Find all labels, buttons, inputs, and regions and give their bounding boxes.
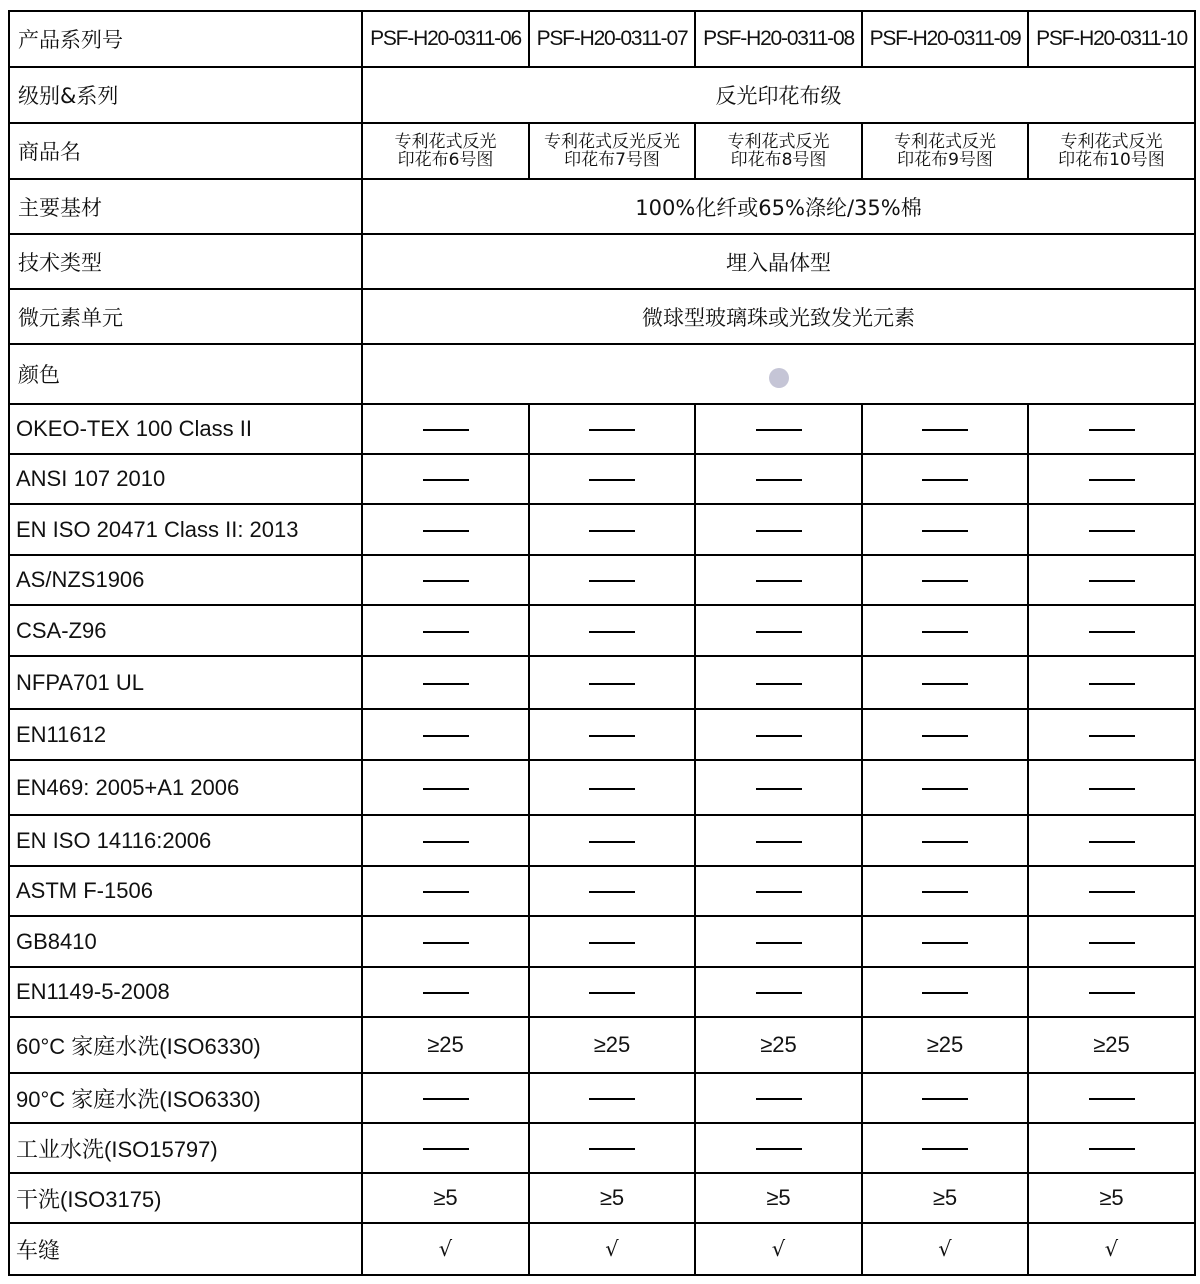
standard-value-cell: [1028, 454, 1195, 504]
product-name-line: 印花布10号图: [1058, 150, 1165, 170]
wash-cycle-value: ≥25: [760, 1032, 797, 1057]
standard-value-cell: [695, 815, 862, 866]
wash-test-value-cell: [1028, 1017, 1195, 1073]
standard-value-cell: [362, 454, 529, 504]
wash-cycle-value: ≥5: [1099, 1185, 1124, 1210]
standard-value-cell: [529, 504, 695, 555]
row-micro-unit: [9, 289, 1195, 344]
standard-row: [9, 555, 1195, 605]
wash-test-row: [9, 1123, 1195, 1173]
not-applicable-dash: [756, 735, 802, 737]
series-code-label: 产品系列号: [9, 11, 362, 67]
product-name-line: 专利花式反光反光: [544, 132, 680, 152]
wash-test-value-cell: [529, 1017, 695, 1073]
spec-table-body: [9, 11, 1195, 404]
wash-test-value-cell: [695, 1173, 862, 1223]
wash-test-value-cell: [1028, 1123, 1195, 1173]
standard-row: [9, 967, 1195, 1017]
not-applicable-dash: [1089, 735, 1135, 737]
not-applicable-dash: [1089, 479, 1135, 481]
product-name-line: 专利花式反光: [894, 132, 996, 152]
check-mark: √: [605, 1237, 619, 1261]
grade-label: 级别&系列: [9, 67, 362, 123]
series-code-cell: PSF-H20-0311-06: [362, 11, 529, 67]
micro-unit-value: 微球型玻璃珠或光致发光元素: [362, 289, 1195, 344]
wash-test-label: 工业水洗(ISO15797): [9, 1123, 362, 1173]
product-name-cell: [362, 123, 529, 179]
wash-test-value-cell: [695, 1223, 862, 1275]
standard-value-cell: [862, 404, 1028, 454]
not-applicable-dash: [423, 479, 469, 481]
not-applicable-dash: [756, 479, 802, 481]
not-applicable-dash: [756, 992, 802, 994]
standard-value-cell: [695, 404, 862, 454]
not-applicable-dash: [589, 530, 635, 532]
wash-test-value-cell: [362, 1223, 529, 1275]
color-swatch: [769, 368, 789, 388]
not-applicable-dash: [423, 735, 469, 737]
product-name-line: 印花布8号图: [730, 150, 827, 170]
spec-table: [8, 10, 1196, 1276]
wash-test-value-cell: [1028, 1223, 1195, 1275]
standard-label: ASTM F-1506: [9, 866, 362, 916]
not-applicable-dash: [589, 841, 635, 843]
standard-value-cell: [1028, 815, 1195, 866]
product-name-line: 专利花式反光: [1060, 132, 1163, 152]
product-name-line: 印花布6号图: [397, 150, 494, 170]
standard-value-cell: [362, 656, 529, 709]
row-tech-type: [9, 234, 1195, 289]
product-name-line: 专利花式反光: [394, 132, 497, 152]
not-applicable-dash: [1089, 992, 1135, 994]
not-applicable-dash: [922, 683, 968, 685]
standard-value-cell: [362, 866, 529, 916]
not-applicable-dash: [589, 1098, 635, 1100]
not-applicable-dash: [756, 1148, 802, 1150]
wash-cycle-value: ≥5: [433, 1185, 458, 1210]
series-code-cell: PSF-H20-0311-08: [695, 11, 862, 67]
standard-value-cell: [862, 454, 1028, 504]
standard-value-cell: [362, 916, 529, 967]
standard-row: [9, 454, 1195, 504]
wash-cycle-value: ≥5: [766, 1185, 791, 1210]
standard-value-cell: [695, 916, 862, 967]
standard-value-cell: [695, 605, 862, 656]
wash-test-row: [9, 1173, 1195, 1223]
wash-test-row: [9, 1223, 1195, 1275]
not-applicable-dash: [1089, 631, 1135, 633]
not-applicable-dash: [589, 580, 635, 582]
not-applicable-dash: [423, 1098, 469, 1100]
standard-value-cell: [1028, 605, 1195, 656]
standard-value-cell: [862, 656, 1028, 709]
not-applicable-dash: [423, 429, 469, 431]
standard-label: ANSI 107 2010: [9, 454, 362, 504]
standard-value-cell: [862, 866, 1028, 916]
standard-row: [9, 656, 1195, 709]
standard-value-cell: [362, 709, 529, 760]
not-applicable-dash: [1089, 429, 1135, 431]
not-applicable-dash: [922, 479, 968, 481]
wash-test-value-cell: [529, 1073, 695, 1123]
standard-value-cell: [362, 605, 529, 656]
not-applicable-dash: [1089, 788, 1135, 790]
wash-test-value-cell: [362, 1123, 529, 1173]
standard-label: NFPA701 UL: [9, 656, 362, 709]
standard-value-cell: [529, 815, 695, 866]
standard-value-cell: [695, 555, 862, 605]
not-applicable-dash: [756, 841, 802, 843]
grade-value: 反光印花布级: [362, 67, 1195, 123]
wash-test-value-cell: [862, 1017, 1028, 1073]
standard-value-cell: [695, 709, 862, 760]
standard-value-cell: [362, 504, 529, 555]
standard-value-cell: [695, 760, 862, 815]
not-applicable-dash: [589, 891, 635, 893]
color-label: 颜色: [9, 344, 362, 404]
standard-value-cell: [1028, 967, 1195, 1017]
not-applicable-dash: [756, 530, 802, 532]
not-applicable-dash: [589, 631, 635, 633]
wash-test-value-cell: [862, 1073, 1028, 1123]
check-mark: √: [1104, 1237, 1119, 1261]
row-grade: [9, 67, 1195, 123]
wash-test-value-cell: [862, 1123, 1028, 1173]
standard-value-cell: [529, 454, 695, 504]
standard-value-cell: [862, 760, 1028, 815]
check-mark: √: [771, 1237, 786, 1261]
standard-value-cell: [862, 605, 1028, 656]
not-applicable-dash: [922, 1098, 968, 1100]
not-applicable-dash: [589, 683, 635, 685]
standard-value-cell: [1028, 504, 1195, 555]
wash-test-value-cell: [862, 1173, 1028, 1223]
standard-label: EN ISO 20471 Class II: 2013: [9, 504, 362, 555]
standard-value-cell: [529, 404, 695, 454]
not-applicable-dash: [1089, 1148, 1135, 1150]
not-applicable-dash: [756, 942, 802, 944]
product-name-cell: [1028, 123, 1195, 179]
standard-value-cell: [695, 454, 862, 504]
not-applicable-dash: [922, 530, 968, 532]
wash-test-value-cell: [529, 1123, 695, 1173]
not-applicable-dash: [922, 1148, 968, 1150]
micro-unit-label: 微元素单元: [9, 289, 362, 344]
standard-row: [9, 760, 1195, 815]
standards-section: [9, 404, 1195, 1017]
standard-value-cell: [1028, 709, 1195, 760]
not-applicable-dash: [1089, 1098, 1135, 1100]
not-applicable-dash: [1089, 580, 1135, 582]
not-applicable-dash: [1089, 841, 1135, 843]
standard-label: CSA-Z96: [9, 605, 362, 656]
not-applicable-dash: [1089, 891, 1135, 893]
not-applicable-dash: [756, 891, 802, 893]
standard-value-cell: [862, 709, 1028, 760]
tech-type-label: 技术类型: [9, 234, 362, 289]
wash-test-value-cell: [695, 1073, 862, 1123]
standard-value-cell: [695, 656, 862, 709]
standard-value-cell: [1028, 916, 1195, 967]
product-name-line: 印花布9号图: [897, 150, 993, 170]
wash-test-value-cell: [529, 1223, 695, 1275]
wash-test-value-cell: [695, 1123, 862, 1173]
standard-label: OKEO-TEX 100 Class II: [9, 404, 362, 454]
standard-row: [9, 605, 1195, 656]
standard-row: [9, 709, 1195, 760]
row-series-code: [9, 11, 1195, 67]
not-applicable-dash: [922, 631, 968, 633]
not-applicable-dash: [922, 788, 968, 790]
not-applicable-dash: [589, 992, 635, 994]
standard-value-cell: [529, 916, 695, 967]
wash-cycle-value: ≥25: [427, 1032, 464, 1057]
not-applicable-dash: [922, 992, 968, 994]
not-applicable-dash: [756, 788, 802, 790]
series-code-cell: PSF-H20-0311-10: [1028, 11, 1195, 67]
not-applicable-dash: [756, 631, 802, 633]
standard-row: [9, 815, 1195, 866]
not-applicable-dash: [423, 631, 469, 633]
tech-type-value: 埋入晶体型: [362, 234, 1195, 289]
series-code-cell: PSF-H20-0311-07: [529, 11, 695, 67]
not-applicable-dash: [423, 942, 469, 944]
wash-test-value-cell: [1028, 1073, 1195, 1123]
standard-label: EN469: 2005+A1 2006: [9, 760, 362, 815]
not-applicable-dash: [1089, 683, 1135, 685]
not-applicable-dash: [756, 683, 802, 685]
standard-value-cell: [529, 760, 695, 815]
wash-test-row: [9, 1073, 1195, 1123]
standard-value-cell: [695, 866, 862, 916]
standard-value-cell: [362, 555, 529, 605]
wash-test-label: 干洗(ISO3175): [9, 1173, 362, 1223]
row-color: [9, 344, 1195, 404]
standard-label: AS/NZS1906: [9, 555, 362, 605]
not-applicable-dash: [756, 429, 802, 431]
not-applicable-dash: [423, 683, 469, 685]
not-applicable-dash: [1089, 530, 1135, 532]
standard-value-cell: [529, 866, 695, 916]
standard-value-cell: [362, 760, 529, 815]
not-applicable-dash: [423, 530, 469, 532]
standard-value-cell: [362, 404, 529, 454]
product-name-cell: [862, 123, 1028, 179]
standard-value-cell: [862, 916, 1028, 967]
not-applicable-dash: [589, 735, 635, 737]
wash-test-value-cell: [529, 1173, 695, 1223]
not-applicable-dash: [589, 942, 635, 944]
standard-label: EN11612: [9, 709, 362, 760]
wash-test-label: 90°C 家庭水洗(ISO6330): [9, 1073, 362, 1123]
base-material-value: 100%化纤或65%涤纶/35%棉: [362, 179, 1195, 234]
wash-cycle-value: ≥25: [1093, 1032, 1130, 1057]
standard-value-cell: [862, 815, 1028, 866]
wash-test-label: 车缝: [9, 1223, 362, 1275]
standard-row: [9, 504, 1195, 555]
standard-value-cell: [362, 967, 529, 1017]
standard-value-cell: [1028, 656, 1195, 709]
series-code-cell: PSF-H20-0311-09: [862, 11, 1028, 67]
standard-value-cell: [529, 605, 695, 656]
standard-value-cell: [1028, 760, 1195, 815]
not-applicable-dash: [423, 992, 469, 994]
wash-test-value-cell: [362, 1073, 529, 1123]
not-applicable-dash: [589, 1148, 635, 1150]
standard-row: [9, 916, 1195, 967]
not-applicable-dash: [423, 891, 469, 893]
not-applicable-dash: [922, 841, 968, 843]
standard-label: GB8410: [9, 916, 362, 967]
product-name-line: 专利花式反光: [727, 132, 830, 152]
standard-value-cell: [529, 709, 695, 760]
wash-cycle-value: ≥5: [932, 1185, 958, 1210]
not-applicable-dash: [1089, 942, 1135, 944]
standard-label: EN1149-5-2008: [9, 967, 362, 1017]
not-applicable-dash: [589, 788, 635, 790]
standard-value-cell: [1028, 404, 1195, 454]
standard-value-cell: [1028, 555, 1195, 605]
standard-row: [9, 404, 1195, 454]
not-applicable-dash: [922, 580, 968, 582]
wash-cycle-value: ≥25: [593, 1032, 631, 1057]
standard-value-cell: [862, 967, 1028, 1017]
wash-test-value-cell: [362, 1173, 529, 1223]
not-applicable-dash: [589, 479, 635, 481]
not-applicable-dash: [922, 735, 968, 737]
standard-row: [9, 866, 1195, 916]
wash-test-row: [9, 1017, 1195, 1073]
color-value-cell: [362, 344, 1195, 404]
not-applicable-dash: [589, 429, 635, 431]
not-applicable-dash: [423, 1148, 469, 1150]
wash-test-value-cell: [362, 1017, 529, 1073]
wash-test-value-cell: [695, 1017, 862, 1073]
product-name-cell: [529, 123, 695, 179]
product-name-line: 印花布7号图: [564, 150, 660, 170]
wash-test-value-cell: [862, 1223, 1028, 1275]
standard-value-cell: [695, 504, 862, 555]
not-applicable-dash: [922, 891, 968, 893]
base-material-label: 主要基材: [9, 179, 362, 234]
wash-tests-section: [9, 1017, 1195, 1275]
standard-value-cell: [362, 815, 529, 866]
standard-value-cell: [862, 555, 1028, 605]
product-name-cell: [695, 123, 862, 179]
wash-cycle-value: ≥25: [926, 1032, 964, 1057]
standard-value-cell: [529, 967, 695, 1017]
row-base-material: [9, 179, 1195, 234]
standard-value-cell: [529, 656, 695, 709]
row-product-name: [9, 123, 1195, 179]
wash-cycle-value: ≥5: [599, 1185, 625, 1210]
not-applicable-dash: [756, 1098, 802, 1100]
not-applicable-dash: [922, 942, 968, 944]
not-applicable-dash: [922, 429, 968, 431]
not-applicable-dash: [423, 841, 469, 843]
standard-label: EN ISO 14116:2006: [9, 815, 362, 866]
product-name-label: 商品名: [9, 123, 362, 179]
not-applicable-dash: [423, 580, 469, 582]
check-mark: √: [438, 1237, 453, 1261]
check-mark: √: [938, 1237, 952, 1261]
standard-value-cell: [695, 967, 862, 1017]
not-applicable-dash: [756, 580, 802, 582]
not-applicable-dash: [423, 788, 469, 790]
standard-value-cell: [529, 555, 695, 605]
wash-test-value-cell: [1028, 1173, 1195, 1223]
standard-value-cell: [1028, 866, 1195, 916]
wash-test-label: 60°C 家庭水洗(ISO6330): [9, 1017, 362, 1073]
standard-value-cell: [862, 504, 1028, 555]
